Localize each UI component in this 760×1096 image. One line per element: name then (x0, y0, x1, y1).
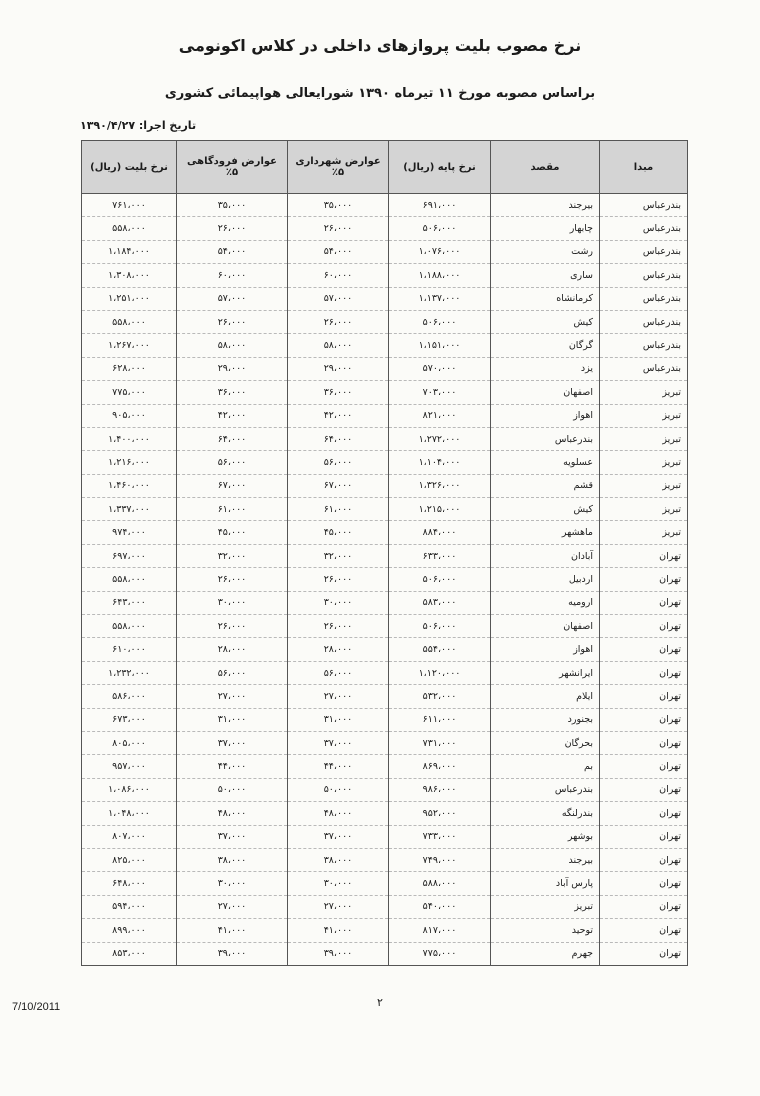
airport-tax-cell: ۶۱،۰۰۰ (177, 498, 288, 521)
origin-cell: تهران (600, 825, 688, 848)
origin-cell: تبریز (600, 521, 688, 544)
destination-cell: ارومیه (491, 591, 600, 614)
municipal-tax-cell: ۲۸،۰۰۰ (288, 638, 389, 661)
destination-cell: اردبیل (491, 568, 600, 591)
table-row (82, 661, 688, 684)
ticket-price-cell: ۸۹۹،۰۰۰ (82, 919, 177, 942)
origin-cell: بندرعباس (600, 287, 688, 310)
table-row (82, 194, 688, 217)
origin-cell: تبریز (600, 498, 688, 521)
ticket-price-cell: ۱،۱۸۴،۰۰۰ (82, 240, 177, 263)
destination-cell: بم (491, 755, 600, 778)
table-row (82, 942, 688, 965)
ticket-price-cell: ۸۰۷،۰۰۰ (82, 825, 177, 848)
airport-tax-cell: ۳۱،۰۰۰ (177, 708, 288, 731)
column-header-origin: مبدا (600, 141, 688, 194)
origin-cell: بندرعباس (600, 264, 688, 287)
airport-tax-cell: ۳۶،۰۰۰ (177, 381, 288, 404)
ticket-price-cell: ۶۲۸،۰۰۰ (82, 357, 177, 380)
ticket-price-cell: ۹۷۴،۰۰۰ (82, 521, 177, 544)
ticket-price-cell: ۱،۲۵۱،۰۰۰ (82, 287, 177, 310)
column-header-ticket-price: نرخ بلیت (ریال) (82, 141, 177, 194)
table-row (82, 544, 688, 567)
base-fare-cell: ۵۸۳،۰۰۰ (389, 591, 491, 614)
table-row (82, 615, 688, 638)
airport-tax-cell: ۳۵،۰۰۰ (177, 194, 288, 217)
ticket-price-cell: ۱،۰۸۶،۰۰۰ (82, 778, 177, 801)
destination-cell: بجنورد (491, 708, 600, 731)
municipal-tax-cell: ۴۴،۰۰۰ (288, 755, 389, 778)
base-fare-cell: ۱،۱۵۱،۰۰۰ (389, 334, 491, 357)
airport-tax-cell: ۲۹،۰۰۰ (177, 357, 288, 380)
origin-cell: تبریز (600, 404, 688, 427)
destination-cell: یزد (491, 357, 600, 380)
origin-cell: تهران (600, 731, 688, 754)
municipal-tax-cell: ۳۷،۰۰۰ (288, 825, 389, 848)
airport-tax-cell: ۶۴،۰۰۰ (177, 427, 288, 450)
base-fare-cell: ۱،۲۱۵،۰۰۰ (389, 498, 491, 521)
origin-cell: بندرعباس (600, 240, 688, 263)
destination-cell: بیرجند (491, 194, 600, 217)
destination-cell: عسلویه (491, 451, 600, 474)
table-row (82, 404, 688, 427)
destination-cell: ماهشهر (491, 521, 600, 544)
origin-cell: تهران (600, 872, 688, 895)
ticket-price-cell: ۶۱۰،۰۰۰ (82, 638, 177, 661)
origin-cell: تبریز (600, 474, 688, 497)
destination-cell: توحید (491, 919, 600, 942)
table-row (82, 802, 688, 825)
column-header-airport-tax: عوارض فرودگاهی ۵٪ (177, 141, 288, 194)
ticket-price-cell: ۸۵۳،۰۰۰ (82, 942, 177, 965)
base-fare-cell: ۵۵۴،۰۰۰ (389, 638, 491, 661)
airport-tax-cell: ۲۷،۰۰۰ (177, 685, 288, 708)
table-row (82, 568, 688, 591)
municipal-tax-cell: ۵۷،۰۰۰ (288, 287, 389, 310)
destination-cell: آبادان (491, 544, 600, 567)
ticket-price-cell: ۱،۲۳۲،۰۰۰ (82, 661, 177, 684)
municipal-tax-cell: ۶۴،۰۰۰ (288, 427, 389, 450)
municipal-tax-cell: ۳۵،۰۰۰ (288, 194, 389, 217)
table-row (82, 638, 688, 661)
destination-cell: بیرجند (491, 848, 600, 871)
base-fare-cell: ۱،۰۷۶،۰۰۰ (389, 240, 491, 263)
ticket-price-cell: ۱،۳۰۸،۰۰۰ (82, 264, 177, 287)
origin-cell: بندرعباس (600, 217, 688, 240)
municipal-tax-cell: ۴۸،۰۰۰ (288, 802, 389, 825)
municipal-tax-cell: ۴۱،۰۰۰ (288, 919, 389, 942)
print-date: 7/10/2011 (12, 1001, 61, 1013)
municipal-tax-cell: ۲۶،۰۰۰ (288, 310, 389, 333)
municipal-tax-cell: ۶۷،۰۰۰ (288, 474, 389, 497)
ticket-price-cell: ۷۷۵،۰۰۰ (82, 381, 177, 404)
destination-cell: اهواز (491, 638, 600, 661)
airport-tax-cell: ۳۰،۰۰۰ (177, 591, 288, 614)
destination-cell: اصفهان (491, 615, 600, 638)
municipal-tax-cell: ۵۸،۰۰۰ (288, 334, 389, 357)
airport-tax-cell: ۴۵،۰۰۰ (177, 521, 288, 544)
origin-cell: تبریز (600, 381, 688, 404)
destination-cell: کرمانشاه (491, 287, 600, 310)
base-fare-cell: ۵۰۶،۰۰۰ (389, 217, 491, 240)
airport-tax-cell: ۵۰،۰۰۰ (177, 778, 288, 801)
table-row (82, 895, 688, 918)
airport-tax-cell: ۲۶،۰۰۰ (177, 568, 288, 591)
airport-tax-cell: ۵۶،۰۰۰ (177, 661, 288, 684)
origin-cell: بندرعباس (600, 310, 688, 333)
ticket-price-cell: ۱،۴۰۰،۰۰۰ (82, 427, 177, 450)
destination-cell: بندرعباس (491, 778, 600, 801)
origin-cell: تبریز (600, 451, 688, 474)
ticket-price-cell: ۱،۲۶۷،۰۰۰ (82, 334, 177, 357)
table-row (82, 919, 688, 942)
origin-cell: تهران (600, 638, 688, 661)
table-row (82, 778, 688, 801)
base-fare-cell: ۸۶۹،۰۰۰ (389, 755, 491, 778)
municipal-tax-cell: ۲۷،۰۰۰ (288, 895, 389, 918)
destination-cell: ایرانشهر (491, 661, 600, 684)
table-row (82, 310, 688, 333)
base-fare-cell: ۵۴۰،۰۰۰ (389, 895, 491, 918)
origin-cell: تبریز (600, 427, 688, 450)
base-fare-cell: ۵۳۲،۰۰۰ (389, 685, 491, 708)
ticket-price-cell: ۱،۰۴۸،۰۰۰ (82, 802, 177, 825)
table-body (82, 194, 688, 966)
table-row (82, 240, 688, 263)
airport-tax-cell: ۳۹،۰۰۰ (177, 942, 288, 965)
table-row (82, 498, 688, 521)
municipal-tax-cell: ۳۰،۰۰۰ (288, 591, 389, 614)
ticket-price-cell: ۵۵۸،۰۰۰ (82, 615, 177, 638)
execution-date: تاریخ اجرا: ۱۳۹۰/۴/۲۷ (80, 119, 197, 132)
base-fare-cell: ۷۳۳،۰۰۰ (389, 825, 491, 848)
base-fare-cell: ۵۷۰،۰۰۰ (389, 357, 491, 380)
municipal-tax-cell: ۳۰،۰۰۰ (288, 872, 389, 895)
base-fare-cell: ۱،۱۸۸،۰۰۰ (389, 264, 491, 287)
municipal-tax-cell: ۴۲،۰۰۰ (288, 404, 389, 427)
ticket-price-cell: ۱،۴۶۰،۰۰۰ (82, 474, 177, 497)
destination-cell: بوشهر (491, 825, 600, 848)
municipal-tax-cell: ۲۶،۰۰۰ (288, 217, 389, 240)
base-fare-cell: ۸۸۴،۰۰۰ (389, 521, 491, 544)
airport-tax-cell: ۳۷،۰۰۰ (177, 825, 288, 848)
municipal-tax-cell: ۲۹،۰۰۰ (288, 357, 389, 380)
table-row (82, 708, 688, 731)
base-fare-cell: ۱،۲۷۲،۰۰۰ (389, 427, 491, 450)
origin-cell: تهران (600, 919, 688, 942)
ticket-price-cell: ۵۵۸،۰۰۰ (82, 217, 177, 240)
origin-cell: تهران (600, 895, 688, 918)
base-fare-cell: ۱،۱۳۷،۰۰۰ (389, 287, 491, 310)
municipal-tax-cell: ۵۰،۰۰۰ (288, 778, 389, 801)
ticket-price-cell: ۵۵۸،۰۰۰ (82, 568, 177, 591)
municipal-tax-cell: ۴۵،۰۰۰ (288, 521, 389, 544)
municipal-tax-cell: ۳۶،۰۰۰ (288, 381, 389, 404)
table-header-row (82, 141, 688, 194)
base-fare-cell: ۷۴۹،۰۰۰ (389, 848, 491, 871)
destination-cell: پارس آباد (491, 872, 600, 895)
municipal-tax-cell: ۵۶،۰۰۰ (288, 451, 389, 474)
column-header-base-fare: نرخ پایه (ریال) (389, 141, 491, 194)
table-row (82, 685, 688, 708)
airport-tax-cell: ۳۸،۰۰۰ (177, 848, 288, 871)
ticket-price-cell: ۱،۳۳۷،۰۰۰ (82, 498, 177, 521)
destination-cell: جهرم (491, 942, 600, 965)
table-row (82, 591, 688, 614)
airport-tax-cell: ۵۶،۰۰۰ (177, 451, 288, 474)
base-fare-cell: ۷۳۱،۰۰۰ (389, 731, 491, 754)
column-header-municipal-tax: عوارض شهرداری ۵٪ (288, 141, 389, 194)
airport-tax-cell: ۴۸،۰۰۰ (177, 802, 288, 825)
table-row (82, 474, 688, 497)
origin-cell: تهران (600, 591, 688, 614)
municipal-tax-cell: ۲۷،۰۰۰ (288, 685, 389, 708)
origin-cell: تهران (600, 615, 688, 638)
page-title: نرخ مصوب بلیت پروازهای داخلی در کلاس اکونومی (178, 36, 582, 55)
municipal-tax-cell: ۵۶،۰۰۰ (288, 661, 389, 684)
base-fare-cell: ۱،۱۲۰،۰۰۰ (389, 661, 491, 684)
destination-cell: بحرگان (491, 731, 600, 754)
page-subtitle: براساس مصوبه مورخ ۱۱ تیرماه ۱۳۹۰ شورایعالی هواپیمائی کشوری (164, 86, 596, 101)
ticket-price-cell: ۱،۲۱۶،۰۰۰ (82, 451, 177, 474)
base-fare-cell: ۹۵۲،۰۰۰ (389, 802, 491, 825)
municipal-tax-cell: ۳۷،۰۰۰ (288, 731, 389, 754)
origin-cell: بندرعباس (600, 334, 688, 357)
ticket-price-cell: ۷۶۱،۰۰۰ (82, 194, 177, 217)
table-row (82, 357, 688, 380)
airport-tax-cell: ۲۸،۰۰۰ (177, 638, 288, 661)
airport-tax-cell: ۲۶،۰۰۰ (177, 217, 288, 240)
destination-cell: ساری (491, 264, 600, 287)
airport-tax-cell: ۳۰،۰۰۰ (177, 872, 288, 895)
table-row (82, 381, 688, 404)
destination-cell: قشم (491, 474, 600, 497)
table-row (82, 848, 688, 871)
ticket-price-cell: ۹۵۷،۰۰۰ (82, 755, 177, 778)
ticket-price-cell: ۵۸۶،۰۰۰ (82, 685, 177, 708)
table-row (82, 334, 688, 357)
base-fare-cell: ۵۸۸،۰۰۰ (389, 872, 491, 895)
airport-tax-cell: ۶۰،۰۰۰ (177, 264, 288, 287)
airport-tax-cell: ۶۷،۰۰۰ (177, 474, 288, 497)
table-row (82, 264, 688, 287)
municipal-tax-cell: ۳۹،۰۰۰ (288, 942, 389, 965)
origin-cell: تهران (600, 568, 688, 591)
airport-tax-cell: ۲۶،۰۰۰ (177, 310, 288, 333)
airport-tax-cell: ۴۴،۰۰۰ (177, 755, 288, 778)
destination-cell: ایلام (491, 685, 600, 708)
municipal-tax-cell: ۲۶،۰۰۰ (288, 615, 389, 638)
ticket-price-cell: ۹۰۵،۰۰۰ (82, 404, 177, 427)
airport-tax-cell: ۳۷،۰۰۰ (177, 731, 288, 754)
origin-cell: تهران (600, 544, 688, 567)
destination-cell: بندرعباس (491, 427, 600, 450)
base-fare-cell: ۹۸۶،۰۰۰ (389, 778, 491, 801)
base-fare-cell: ۶۹۱،۰۰۰ (389, 194, 491, 217)
origin-cell: تهران (600, 708, 688, 731)
table-row (82, 427, 688, 450)
municipal-tax-cell: ۳۱،۰۰۰ (288, 708, 389, 731)
origin-cell: تهران (600, 755, 688, 778)
table-row (82, 521, 688, 544)
ticket-price-cell: ۸۲۵،۰۰۰ (82, 848, 177, 871)
destination-cell: اهواز (491, 404, 600, 427)
airport-tax-cell: ۴۲،۰۰۰ (177, 404, 288, 427)
ticket-price-cell: ۶۷۳،۰۰۰ (82, 708, 177, 731)
airport-tax-cell: ۵۷،۰۰۰ (177, 287, 288, 310)
ticket-price-cell: ۵۹۴،۰۰۰ (82, 895, 177, 918)
municipal-tax-cell: ۶۰،۰۰۰ (288, 264, 389, 287)
column-header-destination: مقصد (491, 141, 600, 194)
destination-cell: تبریز (491, 895, 600, 918)
destination-cell: رشت (491, 240, 600, 263)
base-fare-cell: ۷۷۵،۰۰۰ (389, 942, 491, 965)
table-row (82, 287, 688, 310)
table-row (82, 872, 688, 895)
destination-cell: چابهار (491, 217, 600, 240)
airport-tax-cell: ۳۲،۰۰۰ (177, 544, 288, 567)
municipal-tax-cell: ۵۴،۰۰۰ (288, 240, 389, 263)
destination-cell: بندرلنگه (491, 802, 600, 825)
origin-cell: بندرعباس (600, 194, 688, 217)
origin-cell: تهران (600, 778, 688, 801)
base-fare-cell: ۶۳۳،۰۰۰ (389, 544, 491, 567)
base-fare-cell: ۱،۳۲۶،۰۰۰ (389, 474, 491, 497)
base-fare-cell: ۷۰۳،۰۰۰ (389, 381, 491, 404)
airport-tax-cell: ۴۱،۰۰۰ (177, 919, 288, 942)
municipal-tax-cell: ۶۱،۰۰۰ (288, 498, 389, 521)
origin-cell: تهران (600, 848, 688, 871)
airport-tax-cell: ۲۶،۰۰۰ (177, 615, 288, 638)
origin-cell: تهران (600, 661, 688, 684)
base-fare-cell: ۱،۱۰۴،۰۰۰ (389, 451, 491, 474)
municipal-tax-cell: ۳۸،۰۰۰ (288, 848, 389, 871)
table-row (82, 755, 688, 778)
table-row (82, 217, 688, 240)
airport-tax-cell: ۵۴،۰۰۰ (177, 240, 288, 263)
ticket-price-cell: ۶۹۷،۰۰۰ (82, 544, 177, 567)
base-fare-cell: ۶۱۱،۰۰۰ (389, 708, 491, 731)
base-fare-cell: ۵۰۶،۰۰۰ (389, 615, 491, 638)
airport-tax-cell: ۲۷،۰۰۰ (177, 895, 288, 918)
base-fare-cell: ۵۰۶،۰۰۰ (389, 310, 491, 333)
destination-cell: کیش (491, 310, 600, 333)
origin-cell: تهران (600, 802, 688, 825)
origin-cell: تهران (600, 942, 688, 965)
base-fare-cell: ۸۱۷،۰۰۰ (389, 919, 491, 942)
fare-table (81, 140, 688, 966)
municipal-tax-cell: ۳۲،۰۰۰ (288, 544, 389, 567)
table-row (82, 451, 688, 474)
municipal-tax-cell: ۲۶،۰۰۰ (288, 568, 389, 591)
destination-cell: اصفهان (491, 381, 600, 404)
ticket-price-cell: ۵۵۸،۰۰۰ (82, 310, 177, 333)
base-fare-cell: ۸۲۱،۰۰۰ (389, 404, 491, 427)
airport-tax-cell: ۵۸،۰۰۰ (177, 334, 288, 357)
table-row (82, 825, 688, 848)
ticket-price-cell: ۶۴۳،۰۰۰ (82, 591, 177, 614)
table-row (82, 731, 688, 754)
origin-cell: تهران (600, 685, 688, 708)
ticket-price-cell: ۶۴۸،۰۰۰ (82, 872, 177, 895)
destination-cell: گرگان (491, 334, 600, 357)
destination-cell: کیش (491, 498, 600, 521)
page-number: ۲ (377, 996, 383, 1009)
base-fare-cell: ۵۰۶،۰۰۰ (389, 568, 491, 591)
ticket-price-cell: ۸۰۵،۰۰۰ (82, 731, 177, 754)
origin-cell: بندرعباس (600, 357, 688, 380)
